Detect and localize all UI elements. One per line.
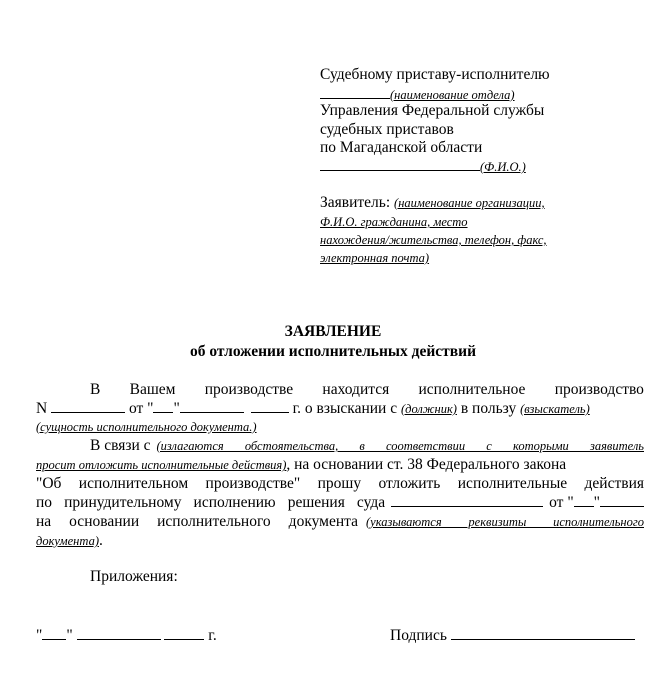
fio-blank xyxy=(320,158,480,171)
law-basis-text: , на основании ст. 38 Федерального закона xyxy=(286,456,567,473)
addressee-line4: по Магаданской области xyxy=(320,139,483,156)
applicant-row1 xyxy=(320,194,545,212)
court-decision-text: по принудительному исполнению решения суда xyxy=(36,494,386,511)
from-word: от xyxy=(128,400,144,417)
p2-line5 xyxy=(36,513,644,531)
year-blank xyxy=(251,400,289,413)
case-number-blank xyxy=(51,400,125,413)
signature-blank xyxy=(451,627,635,640)
circumstances-hint-cont: просит отложить исполнительные действия) xyxy=(36,458,287,472)
applicant-hint2: Ф.И.О. гражданина, место xyxy=(320,215,468,229)
circumstances-hint: (излагаются обстоятельства, в соответствии с которыми заявитель xyxy=(156,439,644,453)
debtor-hint: (должник) xyxy=(400,402,457,416)
addressee-dept-hint-row xyxy=(320,86,515,103)
quote-close-2: " xyxy=(593,494,600,511)
due-to-text: В связи с xyxy=(90,437,151,454)
p2-line2 xyxy=(36,456,566,474)
p2-line6 xyxy=(36,532,103,550)
day-blank xyxy=(153,400,173,413)
date-month-blank xyxy=(77,627,161,640)
month-blank xyxy=(180,400,244,413)
attachments-label: Приложения: xyxy=(90,568,178,585)
in-favor-text: в пользу xyxy=(460,400,517,417)
decision-day-blank xyxy=(574,494,594,507)
p1-line3-hint: (сущность исполнительного документа.) xyxy=(36,420,257,434)
footer-signature xyxy=(390,627,635,645)
p2-line4 xyxy=(36,494,644,512)
from-quote-text: от " xyxy=(549,494,574,511)
p1-line1 xyxy=(36,381,644,399)
applicant-label: Заявитель: xyxy=(320,194,391,211)
document-title: ЗАЯВЛЕНИЕ xyxy=(284,323,382,340)
date-quote-open: " xyxy=(36,627,43,644)
collector-hint: (взыскатель) xyxy=(520,402,590,416)
p2-line3: "Об исполнительном производстве" прошу отложить исполнительные действия xyxy=(36,475,644,492)
date-quote-close: " xyxy=(66,627,73,644)
exec-doc-hint: (указываются реквизиты исполнительного xyxy=(366,515,644,529)
exec-doc-text: на основании исполнительного документа xyxy=(36,513,358,530)
signature-label: Подпись xyxy=(390,627,447,644)
dept-blank xyxy=(320,86,390,99)
dept-hint: (наименование отдела) xyxy=(390,88,515,102)
addressee-line2: Управления Федеральной службы xyxy=(320,102,545,119)
footer-date xyxy=(36,627,217,645)
applicant-hint3: нахождения/жительства, телефон, факс, xyxy=(320,233,547,247)
fio-hint: (Ф.И.О.) xyxy=(480,160,526,174)
addressee-line3: судебных приставов xyxy=(320,121,454,138)
p1-word: находится xyxy=(322,381,390,398)
p1-line2 xyxy=(36,400,590,418)
applicant-hint4: электронная почта) xyxy=(320,251,430,265)
p2-line1 xyxy=(90,437,644,455)
quote-open: " xyxy=(147,400,154,417)
court-decision-blank xyxy=(391,494,543,507)
number-sign: N xyxy=(36,400,48,417)
p1-word: производстве xyxy=(204,381,294,398)
exec-doc-hint-cont: документа) xyxy=(36,534,99,548)
document-subtitle: об отложении исполнительных действий xyxy=(189,343,477,360)
applicant-hint1: (наименование организации, xyxy=(394,196,545,210)
date-year-blank xyxy=(164,627,204,640)
period: . xyxy=(98,532,103,549)
p1-word: исполнительное xyxy=(418,381,526,398)
decision-month-blank xyxy=(600,494,644,507)
p1-word: В xyxy=(90,381,101,398)
date-day-blank xyxy=(42,627,66,640)
p1-word: производство xyxy=(554,381,644,398)
date-year-suffix: г. xyxy=(208,627,217,644)
p1-word: Вашем xyxy=(129,381,176,398)
recovery-from-text: г. о взыскании с xyxy=(292,400,398,417)
quote-close: " xyxy=(173,400,180,417)
addressee-line1: Судебному приставу-исполнителю xyxy=(320,66,550,83)
addressee-fio-row xyxy=(320,158,526,175)
